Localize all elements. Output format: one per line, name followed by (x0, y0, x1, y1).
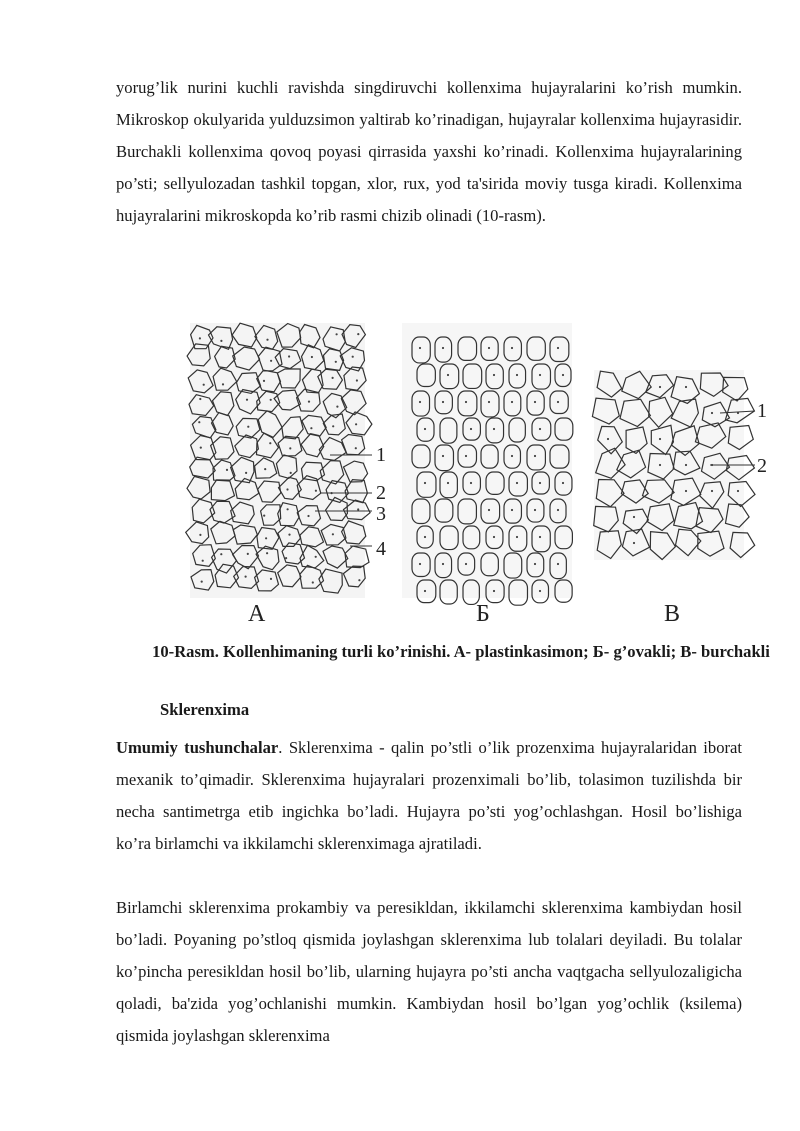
panel-b-drawing (402, 323, 573, 605)
panel-a-callout-4: 4 (376, 538, 386, 560)
panel-c-label: В (664, 601, 681, 627)
intro-paragraph: yorug’lik nurini kuchli ravishda singdiruvchi kollenxima hujayralarini ko’rish mumkin. Mikroskop okulyarida yulduzsimon yaltirab ko’rinadigan, hujayralar kollenxima hujayrasidir. Burchakli kollenxima qovoq poyasi qirrasida yaxshi ko’rinadi. Kollenxima hujayralarining po’sti; sellyulozadan tashkil topgan, xlor, rux, yod ta'sirida moviy tusga kiradi. Kollenxima hujayralarini mikroskopda ko’rib rasmi chizib olinadi (10-rasm). (116, 78, 742, 225)
figure-caption: 10-Rasm. Kollenhimaning turli ko’rinishi. A- plastinkasimon; Б- g’ovakli; B- burchakli (152, 642, 770, 661)
panel-a-label: А (248, 601, 266, 627)
panel-a-callout-3: 3 (376, 503, 386, 525)
concepts-body: . Sklerenxima - qalin po’stli o’lik prozenxima hujayralaridan iborat mexanik to’qimadir. Sklerenxima hujayralari prozenximali bo’lib, tolasimon tuzilishda bir necha santimetrga etib ingichka bo’ladi. Hujayra po’sti yog’ochlashgan. Hosil bo’lishiga ko’ra birlamchi va ikkilamchi sklerenximaga ajratiladi. (116, 738, 742, 853)
panel-a-callout-1: 1 (376, 444, 386, 466)
panel-a-callout-2: 2 (376, 482, 386, 504)
concepts-term: Umumiy tushunchalar (116, 738, 279, 757)
collenchyma-figure (180, 315, 780, 630)
panel-c-callout-1: 1 (757, 400, 767, 422)
panel-c-callout-2: 2 (757, 455, 767, 477)
concepts-paragraph (116, 732, 742, 860)
panel-b-label: Б (476, 601, 490, 627)
primary-paragraph: Birlamchi sklerenxima prokambiy va peresikldan, ikkilamchi sklerenxima kambiydan hosil bo’ladi. Poyaning po’stloq qismida joylashgan sklerenxima lub tolalari deyiladi. Bu tolalar ko’pincha peresikldan hosil bo’lib, ularning hujayra po’sti ancha vaqtgacha sellyulozaligicha qoladi, ba'zida yog’ochlanishi mumkin. Kambiydan hosil bo’lgan yog’ochlik (ksilema) qismida joylashgan sklerenxima (116, 898, 742, 1045)
panel-a-drawing (186, 323, 372, 598)
section-heading: Sklerenxima (160, 700, 250, 719)
